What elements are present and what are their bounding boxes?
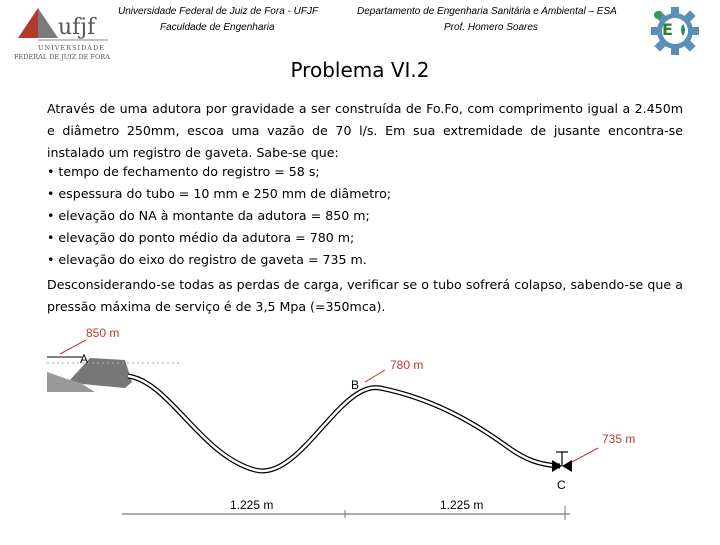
elevation-a-label: 850 m bbox=[86, 326, 120, 340]
gear-icon bbox=[650, 6, 700, 56]
bullet-item: • espessura do tubo = 10 mm e 250 mm de diâmetro; bbox=[47, 186, 392, 201]
esa-logo bbox=[650, 6, 700, 56]
point-c-label: C bbox=[557, 478, 566, 492]
point-a-label: A bbox=[80, 352, 89, 366]
valve-icon bbox=[552, 452, 572, 472]
pipeline-drawing bbox=[0, 320, 720, 540]
header-professor: Prof. Homero Soares bbox=[444, 22, 538, 33]
distance-1-label: 1.225 m bbox=[230, 498, 274, 512]
header-department: Departamento de Engenharia Sanitária e Ambiental – ESA bbox=[357, 6, 617, 17]
bullet-item: • elevação do ponto médio da adutora = 780 m; bbox=[47, 230, 355, 245]
point-b-label: B bbox=[351, 378, 360, 392]
bullet-item: • tempo de fechamento do registro = 58 s; bbox=[47, 164, 320, 179]
header-faculty: Faculdade de Engenharia bbox=[160, 22, 275, 33]
logo-text-1: UNIVERSIDADE bbox=[38, 44, 105, 52]
elevation-c-label: 735 m bbox=[602, 432, 636, 446]
header-university: Universidade Federal de Juiz de Fora - UFJF bbox=[118, 6, 319, 17]
page-title: Problema VI.2 bbox=[290, 58, 430, 82]
pipe-outer bbox=[128, 376, 560, 471]
pipeline-diagram bbox=[0, 320, 720, 540]
bullet-item: • elevação do eixo do registro de gaveta = 735 m. bbox=[47, 252, 367, 267]
leader-735 bbox=[572, 448, 598, 462]
logo-text-2: FEDERAL DE JUIZ DE FORA bbox=[14, 53, 110, 61]
svg-text:ufjf: ufjf bbox=[58, 15, 96, 40]
bullet-item: • elevação do NA à montante da adutora = 850 m; bbox=[47, 208, 370, 223]
distance-2-label: 1.225 m bbox=[440, 498, 484, 512]
problem-intro: Através de uma adutora por gravidade a ser construída de Fo.Fo, com comprimento igual a 2.450m e diâmetro 250mm, escoa uma vazão de 70 l/s. Em sua extremidade de jusante encontra-se instalado um registro de gaveta. Sabe-se que: bbox=[47, 101, 683, 160]
elevation-b-label: 780 m bbox=[390, 358, 424, 372]
ufjf-logo bbox=[8, 4, 118, 62]
leader-780 bbox=[365, 370, 385, 382]
esa-logo-letter: E bbox=[662, 20, 673, 39]
problem-conclusion: Desconsiderando-se todas as perdas de carga, verificar se o tubo sofrerá colapso, sabendo-se que a pressão máxima de serviço é de 3,5 Mpa (=350mca). bbox=[47, 277, 683, 314]
